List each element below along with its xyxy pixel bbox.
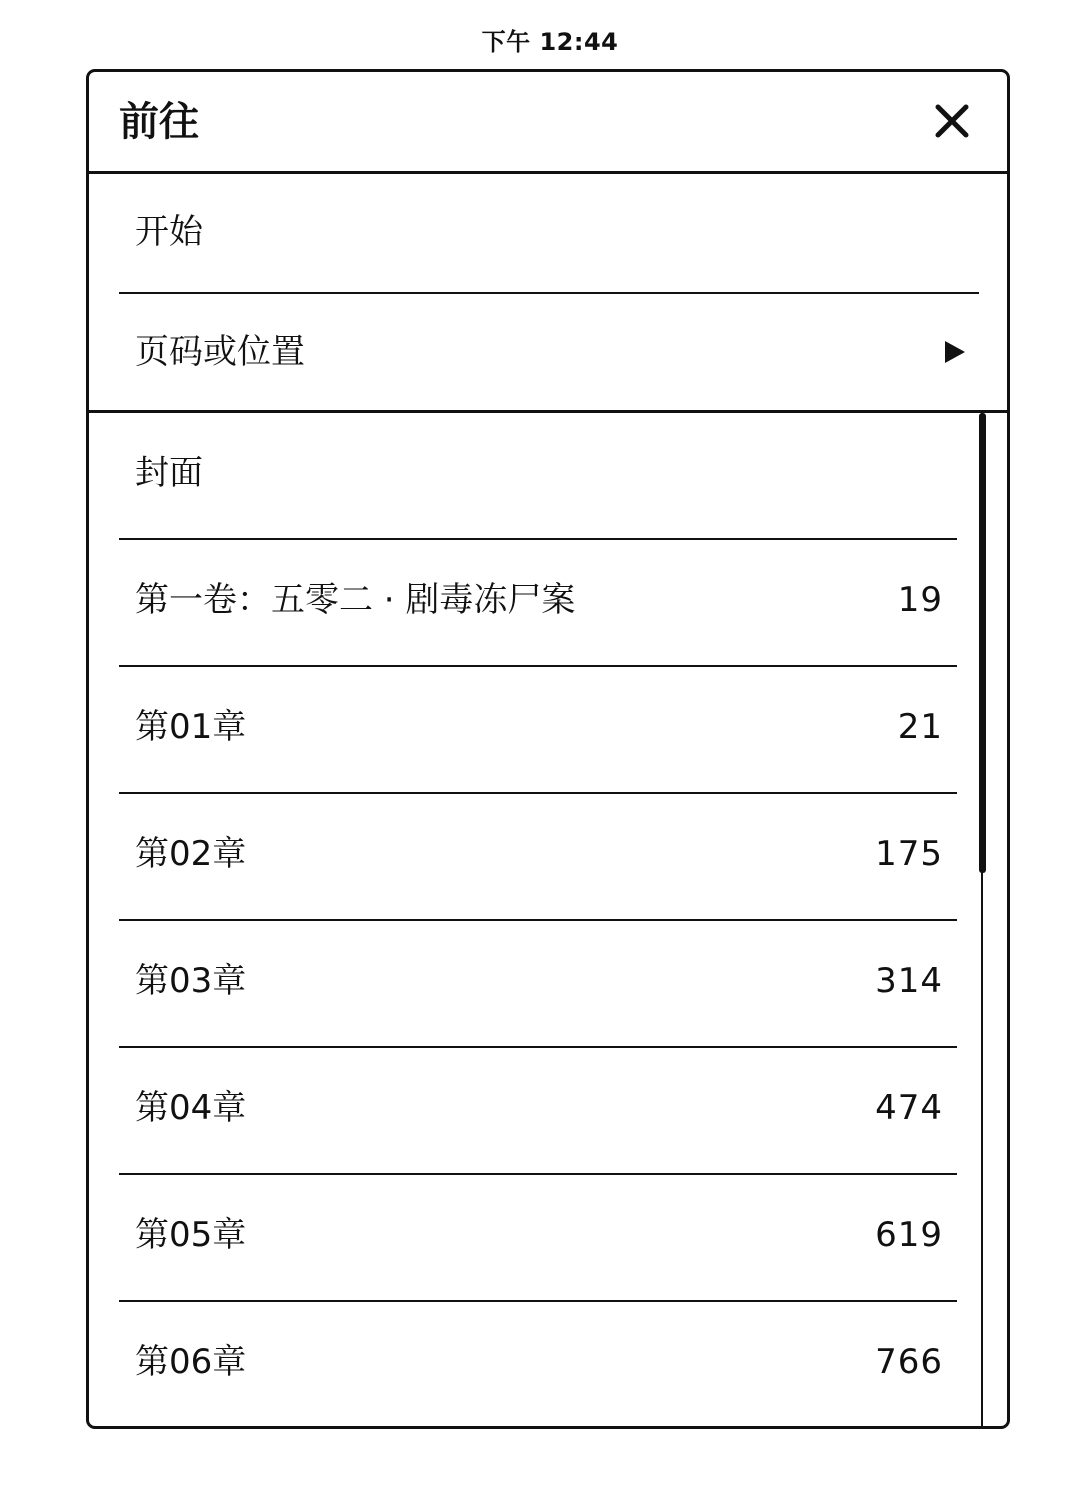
- goto-dialog: [86, 69, 1010, 1429]
- toc-item-page: 21: [897, 707, 943, 747]
- toc-item-label: 第02章: [135, 834, 247, 874]
- toc-item-page: 474: [875, 1088, 943, 1128]
- toc-item-volume-1[interactable]: [89, 540, 1007, 667]
- toc-item-page: 619: [875, 1215, 943, 1255]
- scrollbar[interactable]: [979, 413, 985, 1426]
- menu-item-page-label: 页码或位置: [135, 332, 305, 372]
- close-button[interactable]: [929, 98, 975, 144]
- toc-item-chapter-06[interactable]: [89, 1302, 1007, 1426]
- scrollbar-thumb[interactable]: [979, 413, 986, 873]
- arrow-right-icon: [945, 341, 965, 363]
- toc-item-chapter-01[interactable]: [89, 667, 1007, 794]
- menu-item-start[interactable]: [89, 174, 1007, 294]
- toc-item-chapter-05[interactable]: [89, 1175, 1007, 1302]
- toc-list: [89, 413, 1007, 1426]
- toc-item-label: 第06章: [135, 1342, 247, 1382]
- toc-item-page: 175: [875, 834, 943, 874]
- toc-item-label: 第01章: [135, 707, 247, 747]
- toc-item-chapter-03[interactable]: [89, 921, 1007, 1048]
- toc-item-page: 314: [875, 961, 943, 1001]
- toc-item-chapter-04[interactable]: [89, 1048, 1007, 1175]
- close-icon: [929, 98, 975, 144]
- toc-item-cover[interactable]: [89, 413, 1007, 540]
- toc-item-label: 第03章: [135, 961, 247, 1001]
- toc-item-label: 第一卷：五零二 · 剧毒冻尸案: [135, 580, 576, 620]
- toc-item-label: 第04章: [135, 1088, 247, 1128]
- menu-item-page-or-location[interactable]: [89, 294, 1007, 413]
- menu-item-start-label: 开始: [135, 212, 203, 252]
- toc-item-chapter-02[interactable]: [89, 794, 1007, 921]
- dialog-header: [89, 72, 1007, 174]
- toc-item-label: 第05章: [135, 1215, 247, 1255]
- dialog-title: 前往: [119, 99, 199, 145]
- toc-item-page: 766: [875, 1342, 943, 1382]
- toc-item-page: 19: [897, 580, 943, 620]
- toc-item-label: 封面: [135, 453, 203, 493]
- status-time: 下午 12:44: [481, 28, 619, 56]
